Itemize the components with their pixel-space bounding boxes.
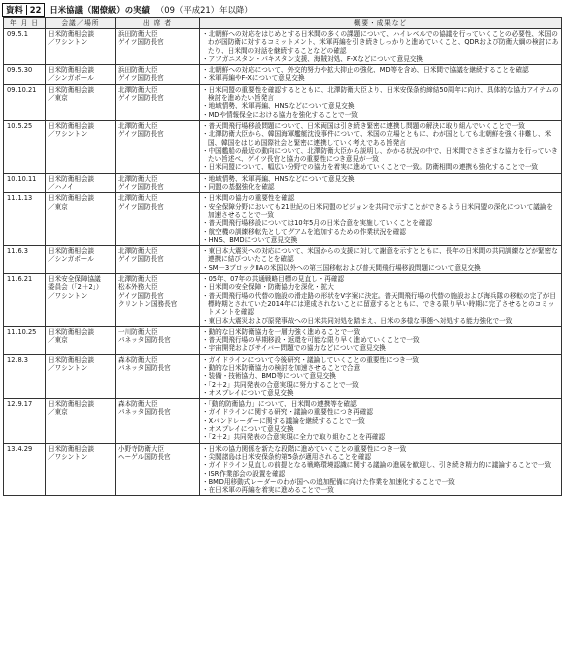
document-subtitle: （09（平成21）年以降） [155,4,253,15]
summary-list [202,30,559,63]
attendee-line: ゲイツ国防長官 [118,130,164,139]
cell-summary [200,120,562,173]
meeting-line: 日米防衛相会談 [48,121,95,130]
meeting-line: ／ワシントン [48,452,88,461]
cell-attendees [116,274,200,327]
summary-item: ・ 中国艦船の最近の動向について、北澤防衛大臣から説明し、かかる状況の中で、日米間でさまざまな協力を行っていきたい旨述べ、ゲイツ長官と協力の重要性につき意見が一致 [202,147,559,164]
summary-item: ・ 東日本大震災への対応について、米国からの支援に対して謝意を示すとともに、長年の日米間の共同訓練などが緊密な連携に結びついたことを確認 [202,247,559,264]
cell-date: 12.8.3 [4,354,46,398]
summary-item: ・ HNS、BMDについて意見交換 [202,236,559,244]
cell-meeting [46,443,116,496]
document-label-prefix: 資料 [6,4,23,15]
summary-item: ・ ガイドライン見直しの前提となる戦略環境認識に関する議論の進展を歓迎し、引き続き精力的に議論することで一致 [202,461,559,469]
summary-item: ・ 装備・技術協力、BMD等について意見交換 [202,372,559,380]
summary-item: ・ 安全保障分野においても21世紀の日米同盟のビジョンを共同で示すことができるよう日米同盟の深化について議論を加速させることで一致 [202,203,559,220]
summary-list [202,194,559,244]
cell-date: 11.10.25 [4,326,46,354]
summary-item: ・ 普天間飛行場の早期移設・返還を可能な限り早く進めていくことで一致 [202,336,559,344]
cell-summary [200,84,562,120]
cell-date: 13.4.29 [4,443,46,496]
attendee-line: 小野寺防衛大臣 [118,444,165,453]
meeting-line: ／ワシントン [48,38,88,47]
attendee-line: パネッタ国防長官 [118,336,171,345]
meeting-line: 日米防衛相会談 [48,400,95,409]
attendee-line: 北澤防衛大臣 [118,121,158,130]
cell-summary [200,443,562,496]
summary-item: ・ 尖閣諸島は日米安保条約第5条が適用されることを確認 [202,453,559,461]
table-row [4,246,562,274]
document-label-number: 22 [26,5,42,15]
cell-meeting [46,173,116,193]
document-label [2,3,45,17]
attendee-line: ゲイツ国防長官 [118,255,164,264]
cell-date: 09.10.21 [4,84,46,120]
cell-summary [200,193,562,246]
cell-meeting [46,399,116,443]
cell-summary [200,354,562,398]
summary-item: ・ 普天間飛行場移設については10年5月の日米合意を実施していくことを確認 [202,219,559,227]
summary-item: ・ 東日本大震災および原発事故への日米共同対処を踏まえ、日米の多様な事態へ対処する能力強化で一致 [202,317,559,325]
summary-item: ・ ガイドラインについて今後研究・議論していくことの重要性につき一致 [202,356,559,364]
meeting-line: 日米防衛相会談 [48,85,95,94]
attendee-line: ゲイツ国防長官 [118,38,164,47]
summary-item: ・ SM－3ブロックⅡAの米国以外への第三国移転および普天間飛行場移設問題について意見交換 [202,264,559,272]
cell-summary [200,326,562,354]
meeting-line: 日米防衛相会談 [48,327,95,336]
table-row [4,399,562,443]
summary-item: ・ 05年、07年の共通戦略目標の見直し・再確認 [202,275,559,283]
meeting-line: 日米防衛相会談 [48,444,95,453]
meeting-line: ／ワシントン [48,363,88,372]
column-header-meeting: 会議／場所 [46,18,116,29]
attendee-line: 北澤防衛大臣 [118,275,158,284]
cell-attendees [116,443,200,496]
table-row [4,84,562,120]
meeting-line: ／東京 [48,94,68,103]
table-row [4,173,562,193]
summary-item: ・ 日米同盟の重要性を確認するとともに、北澤防衛大臣より、日米安保条約締結50周年に向け、具体的な協力アイテムの検討を進めたい旨発言 [202,86,559,103]
attendee-line: ゲイツ国防長官 [118,202,164,211]
meeting-line: 日米防衛相会談 [48,30,95,38]
meeting-line: ／東京 [48,336,68,345]
attendee-line: 北澤防衛大臣 [118,247,158,256]
cell-attendees [116,193,200,246]
cell-attendees [116,399,200,443]
table-header-row [4,18,562,29]
summary-item: ・ 同盟の基盤強化を確認 [202,183,559,191]
cell-meeting [46,246,116,274]
attendee-line: 一川防衛大臣 [118,327,158,336]
attendee-line: 森本防衛大臣 [118,400,158,409]
meeting-line: 日米防衛相会談 [48,247,95,256]
document-header [0,0,564,17]
attendee-line: 北澤防衛大臣 [118,194,158,203]
meeting-line: 日米安全保障協議 [48,275,101,284]
cell-summary [200,246,562,274]
summary-item: ・ 宇宙開発およびサイバー問題での協力などについて意見交換 [202,344,559,352]
cell-date: 10.5.25 [4,120,46,173]
meetings-table [3,17,562,496]
table-row [4,65,562,85]
summary-item: ・ 北澤防衛大臣から、韓国海軍艦艇沈没事件について、米国の立場とともに、わが国としても北朝鮮を強く非難し、米国、韓国をはじめ国際社会と緊密に連携していく考えである旨発言 [202,130,559,147]
summary-item: ・ アフガニスタン・パキスタン支援、海賊対処、F-Xなどについて意見交換 [202,55,559,63]
summary-item: ・ 日米の協力関係を新たな段階に進めていくことの重要性につき一致 [202,445,559,453]
table-row [4,29,562,65]
meeting-line: ／シンガポール [48,255,94,264]
table-row [4,443,562,496]
meeting-line: 日米防衛相会談 [48,66,95,75]
meeting-line: ／シンガポール [48,74,94,83]
attendee-line: ゲイツ国防長官 [118,94,164,103]
summary-item: ・ オスプレイについて意見交換 [202,389,559,397]
attendee-line: 松本外務大臣 [118,283,158,292]
cell-attendees [116,120,200,173]
cell-attendees [116,354,200,398]
summary-item: ・ BMD用移動式レーダーのわが国への追加配備に向けた作業を加速化することで一致 [202,478,559,486]
summary-item: ・ 「動的防衛協力」について、日米間の連携等を確認 [202,400,559,408]
meeting-line: ／ワシントン [48,291,88,300]
summary-list [202,175,559,192]
summary-item: ・ オスプレイについて意見交換 [202,425,559,433]
summary-item: ・ 在日米軍の再編を着実に進めることで一致 [202,486,559,494]
meeting-line: ／ハノイ [48,183,74,192]
attendee-line: パネッタ国防長官 [118,408,171,417]
table-row [4,354,562,398]
document-title: 日米協議（閣僚級）の実績 [49,4,150,15]
attendee-line: クリントン国務長官 [118,299,178,308]
summary-item: ・ 地域情勢、米軍再編、HNSなどについて意見交換 [202,175,559,183]
cell-attendees [116,65,200,85]
summary-item: ・ ISR作業部会の設置を確認 [202,470,559,478]
summary-list [202,445,559,495]
cell-date: 09.5.30 [4,65,46,85]
attendee-line: ゲイツ国防長官 [118,291,164,300]
cell-summary [200,274,562,327]
cell-attendees [116,173,200,193]
summary-item: ・ 日米間の協力の重要性を確認 [202,194,559,202]
table-body [4,29,562,496]
cell-meeting [46,193,116,246]
meeting-line: ／東京 [48,408,68,417]
summary-list [202,356,559,397]
cell-meeting [46,274,116,327]
cell-date: 12.9.17 [4,399,46,443]
summary-item: ・ 普天間飛行場の代替の施設の滑走路の形状をV字案に決定。普天間飛行場の代替の施設および海兵隊の移転の完了が目標時期とされていた2014年には達成されないことに留意するとともに、できる限り早い時期に完了させるとのコミットメントを確認 [202,292,559,317]
cell-attendees [116,84,200,120]
attendee-line: パネッタ国防長官 [118,363,171,372]
summary-item: ・ 「2＋2」共同発表の合意実現に努力することで一致 [202,381,559,389]
meeting-line: 委員会（「2＋2」） [48,283,103,292]
cell-date: 11.1.13 [4,193,46,246]
meeting-line: 日米防衛相会談 [48,174,95,183]
cell-meeting [46,84,116,120]
meeting-line: 日米防衛相会談 [48,194,95,203]
attendee-line: ゲイツ国防長官 [118,183,164,192]
attendee-line: 浜田防衛大臣 [118,66,158,75]
summary-item: ・ ガイドラインに関する研究・議論の重要性につき再確認 [202,408,559,416]
table-row [4,120,562,173]
table-row [4,326,562,354]
cell-date: 11.6.21 [4,274,46,327]
summary-item: ・ 北朝鮮への対応をはじめとする日米間の多くの課題について、ハイレベルでの協議を行っていくことの必要性、米国のわが国防衛に対するコミットメント、米軍再編を引き続きしっかりと進めていくこと、QDRおよび防衛大綱の検討にあたり、日米間の対話を継続することなどの確認 [202,30,559,55]
cell-meeting [46,326,116,354]
summary-item: ・ 動的な日米防衛協力の検討を加速させることで合意 [202,364,559,372]
summary-list [202,122,559,172]
cell-date: 09.5.1 [4,29,46,65]
summary-item: ・ 動的な日米防衛協力を一層力強く進めることで一致 [202,328,559,336]
summary-item: ・ 日米間の安全保障・防衛協力を深化・拡大 [202,283,559,291]
cell-meeting [46,354,116,398]
summary-list [202,86,559,119]
cell-summary [200,65,562,85]
summary-list [202,328,559,353]
table-row [4,193,562,246]
summary-item: ・ 米軍再編やF-Xについて意見交換 [202,74,559,82]
summary-item: ・ 日米同盟について、幅広い分野での協力を着実に進めていくことで一致。防衛相間の連携も強化することで一致 [202,163,559,171]
attendee-line: 北澤防衛大臣 [118,85,158,94]
cell-date: 11.6.3 [4,246,46,274]
attendee-line: 浜田防衛大臣 [118,30,158,38]
summary-item: ・ 「2＋2」共同発表の合意実現に全力で取り組むことを再確認 [202,433,559,441]
summary-list [202,247,559,272]
summary-item: ・ 地域情勢、米軍再編、HNSなどについて意見交換 [202,102,559,110]
cell-summary [200,173,562,193]
cell-summary [200,399,562,443]
column-header-date: 年 月 日 [4,18,46,29]
cell-attendees [116,326,200,354]
attendee-line: ヘーゲル国防長官 [118,452,171,461]
cell-summary [200,29,562,65]
summary-item: ・ 普天間飛行場移設問題について、日米両国は引き続き緊密に連携し問題の解決に取り組んでいくことで一致 [202,122,559,130]
summary-item: ・ 北朝鮮への対応について、外交的努力や拡大抑止の強化、MD等を含め、日米間で協議を継続することを確認 [202,66,559,74]
meeting-line: 日米防衛相会談 [48,355,95,364]
attendee-line: ゲイツ国防長官 [118,74,164,83]
summary-list [202,275,559,325]
cell-attendees [116,29,200,65]
cell-meeting [46,65,116,85]
cell-meeting [46,120,116,173]
summary-list [202,66,559,83]
attendee-line: 北澤防衛大臣 [118,174,158,183]
summary-item: ・ 航空機の訓練移転先としてグアムを追加するための作業状況を確認 [202,228,559,236]
meeting-line: ／東京 [48,202,68,211]
table-row [4,274,562,327]
meeting-line: ／ワシントン [48,130,88,139]
summary-list [202,400,559,441]
summary-item: ・ Xバンドレーダーに関する議論を継続することで一致 [202,417,559,425]
cell-meeting [46,29,116,65]
column-header-summary: 概要・成果など [200,18,562,29]
attendee-line: 森本防衛大臣 [118,355,158,364]
cell-date: 10.10.11 [4,173,46,193]
column-header-attendees: 出 席 者 [116,18,200,29]
summary-item: ・ MDや情報保全における協力を強化することで一致 [202,111,559,119]
cell-attendees [116,246,200,274]
